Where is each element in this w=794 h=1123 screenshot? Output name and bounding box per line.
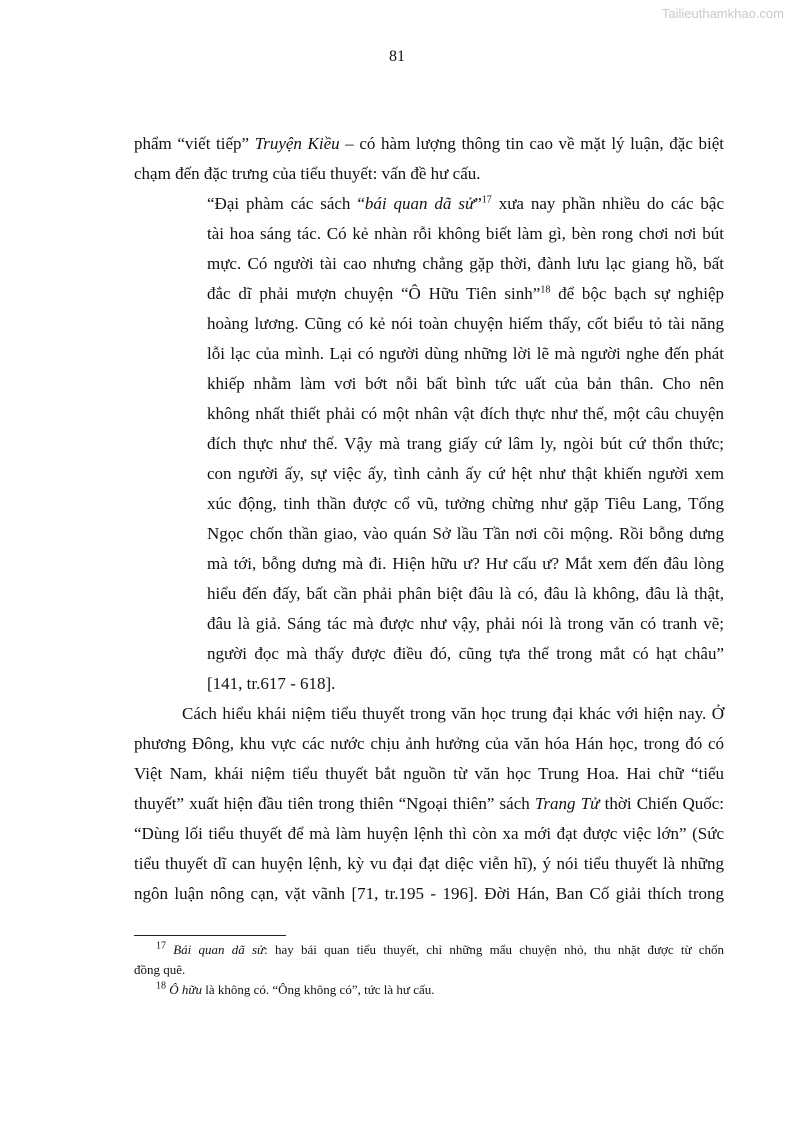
text-line: Việt Nam, khái niệm tiểu thuyết bắt nguồn từ văn học Trung Hoa. Hai chữ “tiểu [134, 764, 724, 783]
footnote-17-continued: đồng quê. [134, 962, 186, 977]
quote-line: [141, tr.617 - 618]. [207, 674, 336, 693]
quote-line: đâu là giả. Sáng tác mà được như vậy, phải nói là trong văn có tranh vẽ; [207, 614, 724, 633]
footnote-divider [134, 935, 286, 936]
main-text [134, 129, 724, 909]
text-line: chạm đến đặc trưng của tiểu thuyết: vấn đề hư cấu. [134, 164, 481, 183]
quote-line: không nhất thiết phải có một nhân vật đích thực như thế, một câu chuyện [207, 404, 724, 423]
watermark: Tailieuthamkhao.com [661, 6, 784, 21]
quote-line: người đọc mà thấy được điều đó, cũng tựa thể trong mắt có hạt châu” [207, 644, 724, 663]
quote-line: tài hoa sáng tác. Có kẻ nhàn rỗi không biết làm gì, bèn rong chơi nơi bút [207, 224, 724, 243]
text-line: Cách hiểu khái niệm tiểu thuyết trong văn học trung đại khác với hiện nay. Ở [182, 704, 724, 723]
footnote-ref: 17 [481, 194, 492, 206]
block-quote [134, 189, 724, 699]
quote-line: khiếp nhằm làm vơi bớt nỗi bất bình tức uất của bản thân. Cho nên [207, 374, 724, 393]
quote-line: con người ấy, sự việc ấy, tình cảnh ấy cứ hệt như thật khiến người xem [207, 464, 724, 483]
text-line: ngôn luận nông cạn, vặt vãnh [71, tr.195 - 196]. Đời Hán, Ban Cố giải thích trong [134, 884, 724, 903]
quote-line: hiểu đến đấy, bất cần phải phân biệt đâu là có, đâu là không, đâu là thật, [207, 584, 724, 603]
quote-line: mà tới, bỗng dưng mà đi. Hiện hữu ư? Hư cấu ư? Mắt xem đến đâu lòng [207, 554, 724, 573]
quote-line: xúc động, tinh thần được cổ vũ, tưởng chừng như gặp Tiêu Lang, Tống [207, 494, 724, 513]
text-line: phẩm “viết tiếp” Truyện Kiều – có hàm lượng thông tin cao về mặt lý luận, đặc biệt [134, 134, 724, 153]
footnote-17: $^{17}$ Bái quan dã sử: hay bái quan tiểu thuyết, chỉ những mẩu chuyện nhỏ, thu nhặt được từ chốn [156, 940, 725, 957]
footnotes [134, 940, 724, 1000]
quote-line: “Đại phàm các sách “bái quan dã sử”$^{17}$ xưa nay phần nhiều do các bậc [207, 194, 724, 213]
quote-line: Ngọc chốn thần giao, vào quán Sở lầu Tần nơi cõi mộng. Rồi bỗng dưng [207, 524, 724, 543]
text-line: phương Đông, khu vực các nước chịu ảnh hưởng của văn hóa Hán học, trong đó có [134, 734, 724, 753]
text-line: thuyết” xuất hiện đầu tiên trong thiên “Ngoại thiên” sách Trang Tử thời Chiến Quốc: [134, 794, 725, 813]
footnote-ref: 18 [540, 284, 551, 296]
text-line: tiểu thuyết dĩ can huyện lệnh, kỳ vu đại đạt diệc viễn hĩ), ý nói tiểu thuyết là những [134, 854, 724, 873]
footnote-18: $^{18}$ Ô hữu là không có. “Ông không có”, tức là hư cấu. [156, 980, 435, 997]
quote-line: lỗi lạc của mình. Lại có người dùng những lời lẽ mà người nghe đến phát [207, 344, 724, 363]
quote-line: đắc dĩ phải mượn chuyện “Ô Hữu Tiên sinh”$^{18}$ để bộc bạch sự nghiệp [207, 284, 725, 303]
text-line: “Dùng lối tiểu thuyết để mà làm huyện lệnh thì còn xa mới đạt được việc lớn” (Sức [134, 824, 724, 843]
quote-line: đích thực như thế. Vậy mà trang giấy cứ lâm ly, ngòi bút cứ thổn thức; [207, 434, 724, 453]
quote-line: hoàng lương. Cũng có kẻ nói toàn chuyện hiếm thấy, cốt biểu tỏ tài năng [207, 314, 724, 333]
quote-line: mực. Có người tài cao nhưng chẳng gặp thời, đành lưu lạc giang hồ, bất [207, 254, 724, 273]
page-number: 81 [389, 48, 405, 65]
